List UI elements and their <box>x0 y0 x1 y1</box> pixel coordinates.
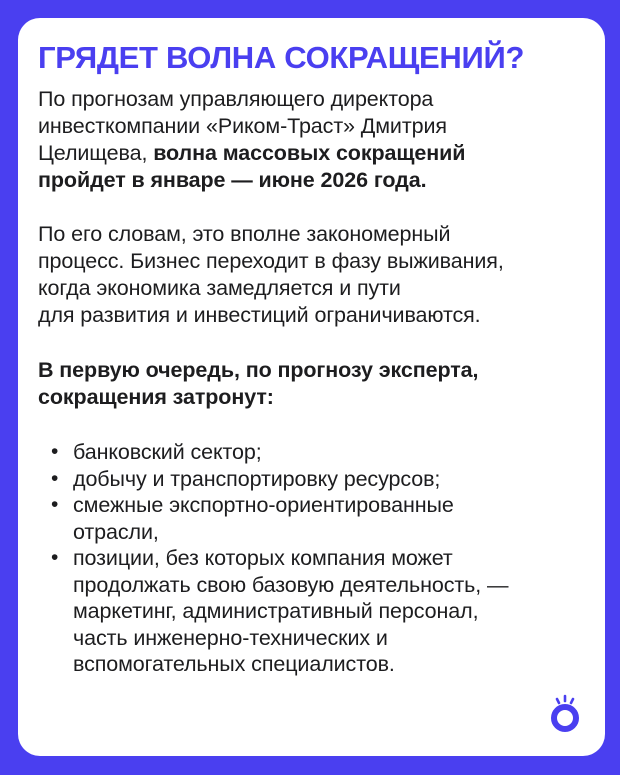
intro-highlight-1: волна массовых сокращений <box>153 141 466 165</box>
list-item <box>38 466 585 493</box>
bullet-icon: • <box>51 493 59 516</box>
intro-line-3: Целищева, <box>38 141 154 165</box>
list-item-text: вспомогательных специалистов. <box>73 652 395 676</box>
forecast-line-1: В первую очередь, по прогнозу эксперта, <box>38 358 479 382</box>
paragraph-opinion <box>38 221 585 329</box>
bullet-icon: • <box>51 546 59 569</box>
bullet-icon: • <box>51 466 59 490</box>
opinion-line-2: процесс. Бизнес переходит в фазу выживания, <box>38 249 504 273</box>
paragraph-intro <box>38 86 585 194</box>
list-item-text: отрасли, <box>73 519 159 544</box>
opinion-line-1: По его словам, это вполне закономерный <box>38 222 451 246</box>
forecast-line-2: сокращения затронут: <box>38 385 274 409</box>
sector-list <box>38 439 585 678</box>
list-item-text: маркетинг, административный персонал, <box>73 599 479 623</box>
intro-line-2: инвесткомпании «Риком-Траст» Дмитрия <box>38 114 447 138</box>
list-item-text: добычу и транспортировку ресурсов; <box>73 466 441 491</box>
bullet-icon: • <box>51 440 59 463</box>
list-item-text: банковский сектор; <box>73 440 262 464</box>
list-item-text: часть инженерно-технических и <box>73 625 388 650</box>
list-item-text: смежные экспортно-ориентированные <box>73 493 454 517</box>
opinion-line-3: когда экономика замедляется и пути <box>38 276 401 300</box>
list-item-text: позиции, без которых компания может <box>73 546 453 570</box>
list-item-text: продолжать свою базовую деятельность, — <box>73 572 509 597</box>
content-card <box>18 18 605 756</box>
page-title: ГРЯДЕТ ВОЛНА СОКРАЩЕНИЙ? <box>38 40 525 75</box>
paragraph-forecast-heading <box>38 357 585 411</box>
list-item <box>38 545 585 678</box>
list-item <box>38 439 585 466</box>
intro-highlight-2: пройдет в январе — июне 2026 года. <box>38 168 427 192</box>
intro-line-1: По прогнозам управляющего директора <box>38 87 434 111</box>
brand-logo-icon <box>545 690 585 734</box>
list-item <box>38 492 585 545</box>
opinion-line-4: для развития и инвестиций ограничиваются. <box>38 303 481 327</box>
